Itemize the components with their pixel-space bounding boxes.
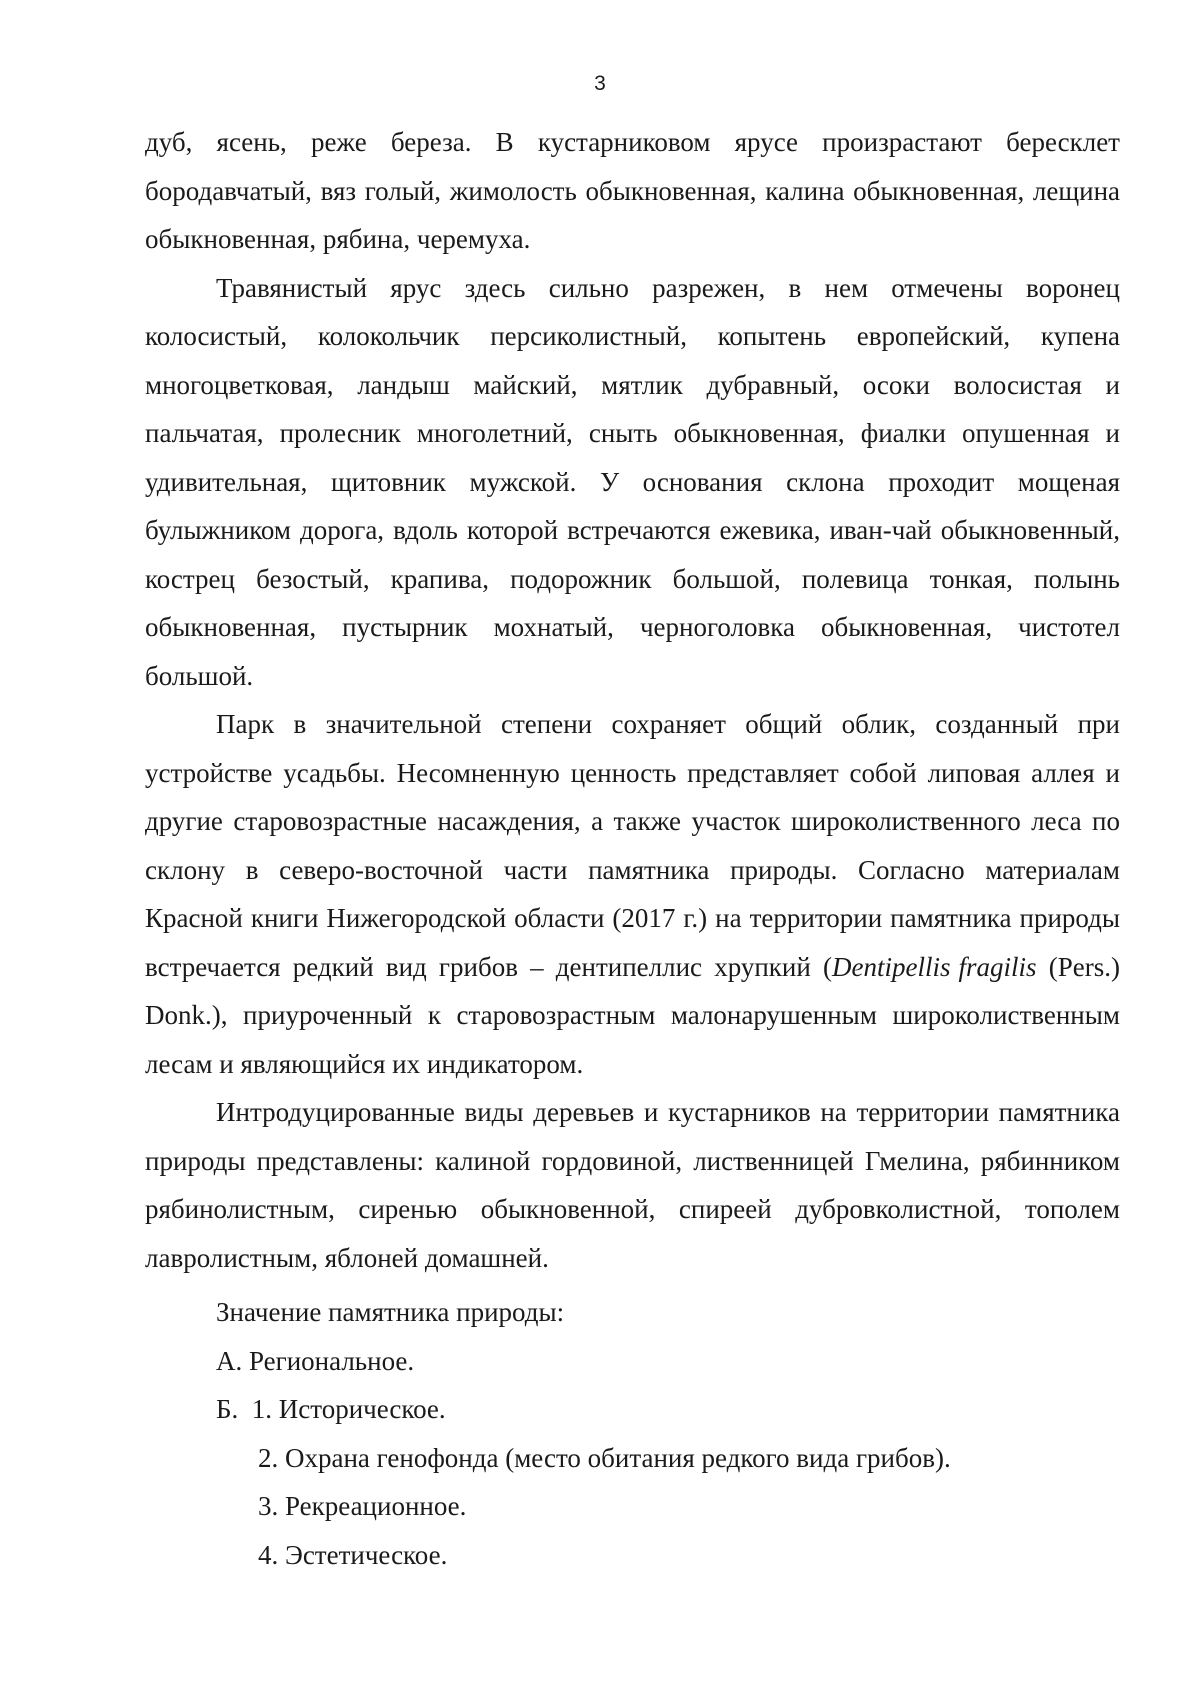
paragraph-park-text-end: (Pers.) Donk.), приуроченный к старовозрастным малонарушенным широколиственным лесам и являющийся их индикатором. bbox=[145, 951, 1120, 1079]
page-number: 3 bbox=[594, 72, 606, 95]
significance-item-b-prefix: Б. bbox=[216, 1394, 239, 1424]
paragraph-tree-layer: дуб, ясень, реже береза. В кустарниковом ярусе произрастают бересклет бородавчатый, вяз голый, жимолость обыкновенная, калина обыкновенная, лещина обыкновенная, рябина, черемуха. bbox=[145, 127, 1120, 254]
significance-item-b3: 3. Рекреационное. bbox=[258, 1491, 467, 1521]
paragraph-herb-layer: Травянистый ярус здесь сильно разрежен, в нем отмечены воронец колосистый, колокольчик персиколистный, копытень европейский, купена многоцветковая, ландыш майский, мятлик дубравный, осоки волосистая и пальчатая, пролесник многолетний, сныть обыкновенная, фиалки опушенная и удивительная, щитовник мужской. У основания склона проходит мощеная булыжником дорога, вдоль которой встречаются ежевика, иван-чай обыкновенный, кострец безостый, крапива, подорожник большой, полевица тонкая, полынь обыкновенная, пустырник мохнатый, черноголовка обыкновенная, чистотел большой. bbox=[145, 272, 1120, 691]
significance-item-b4: 4. Эстетическое. bbox=[258, 1539, 448, 1570]
paragraph-park-text-start: Парк в значительной степени сохраняет общий облик, созданный при устройстве усадьбы. Несомненную ценность представляет собой липовая аллея и другие старовозрастные насаждения, а также участок широколиственного леса по склону в северо-восточной части памятника природы. Согласно материалам Красной книги Нижегородской области (2017 г.) на территории памятника природы встречается редкий вид грибов – дентипеллис хрупкий ( bbox=[145, 709, 1120, 982]
significance-item-b1: 1. Историческое. bbox=[251, 1394, 446, 1424]
species-genus: Dentipellis bbox=[831, 951, 951, 982]
significance-item-a: А. Региональное. bbox=[216, 1345, 415, 1376]
significance-item-b bbox=[145, 1385, 1120, 1434]
significance-heading: Значение памятника природы: bbox=[216, 1297, 565, 1327]
species-epithet: fragilis bbox=[958, 951, 1037, 982]
paragraph-introduced-species: Интродуцированные виды деревьев и кустарников на территории памятника природы представлены: калиной гордовиной, лиственницей Гмелина, рябинником рябинолистным, сиренью обыкновенной, спиреей дубровколистной, тополем лавролистным, яблоней домашней. bbox=[145, 1097, 1120, 1273]
significance-item-b2: 2. Охрана генофонда (место обитания редкого вида грибов). bbox=[258, 1442, 951, 1473]
paragraph-park-description bbox=[145, 700, 1120, 1088]
document-body bbox=[145, 118, 1120, 1579]
